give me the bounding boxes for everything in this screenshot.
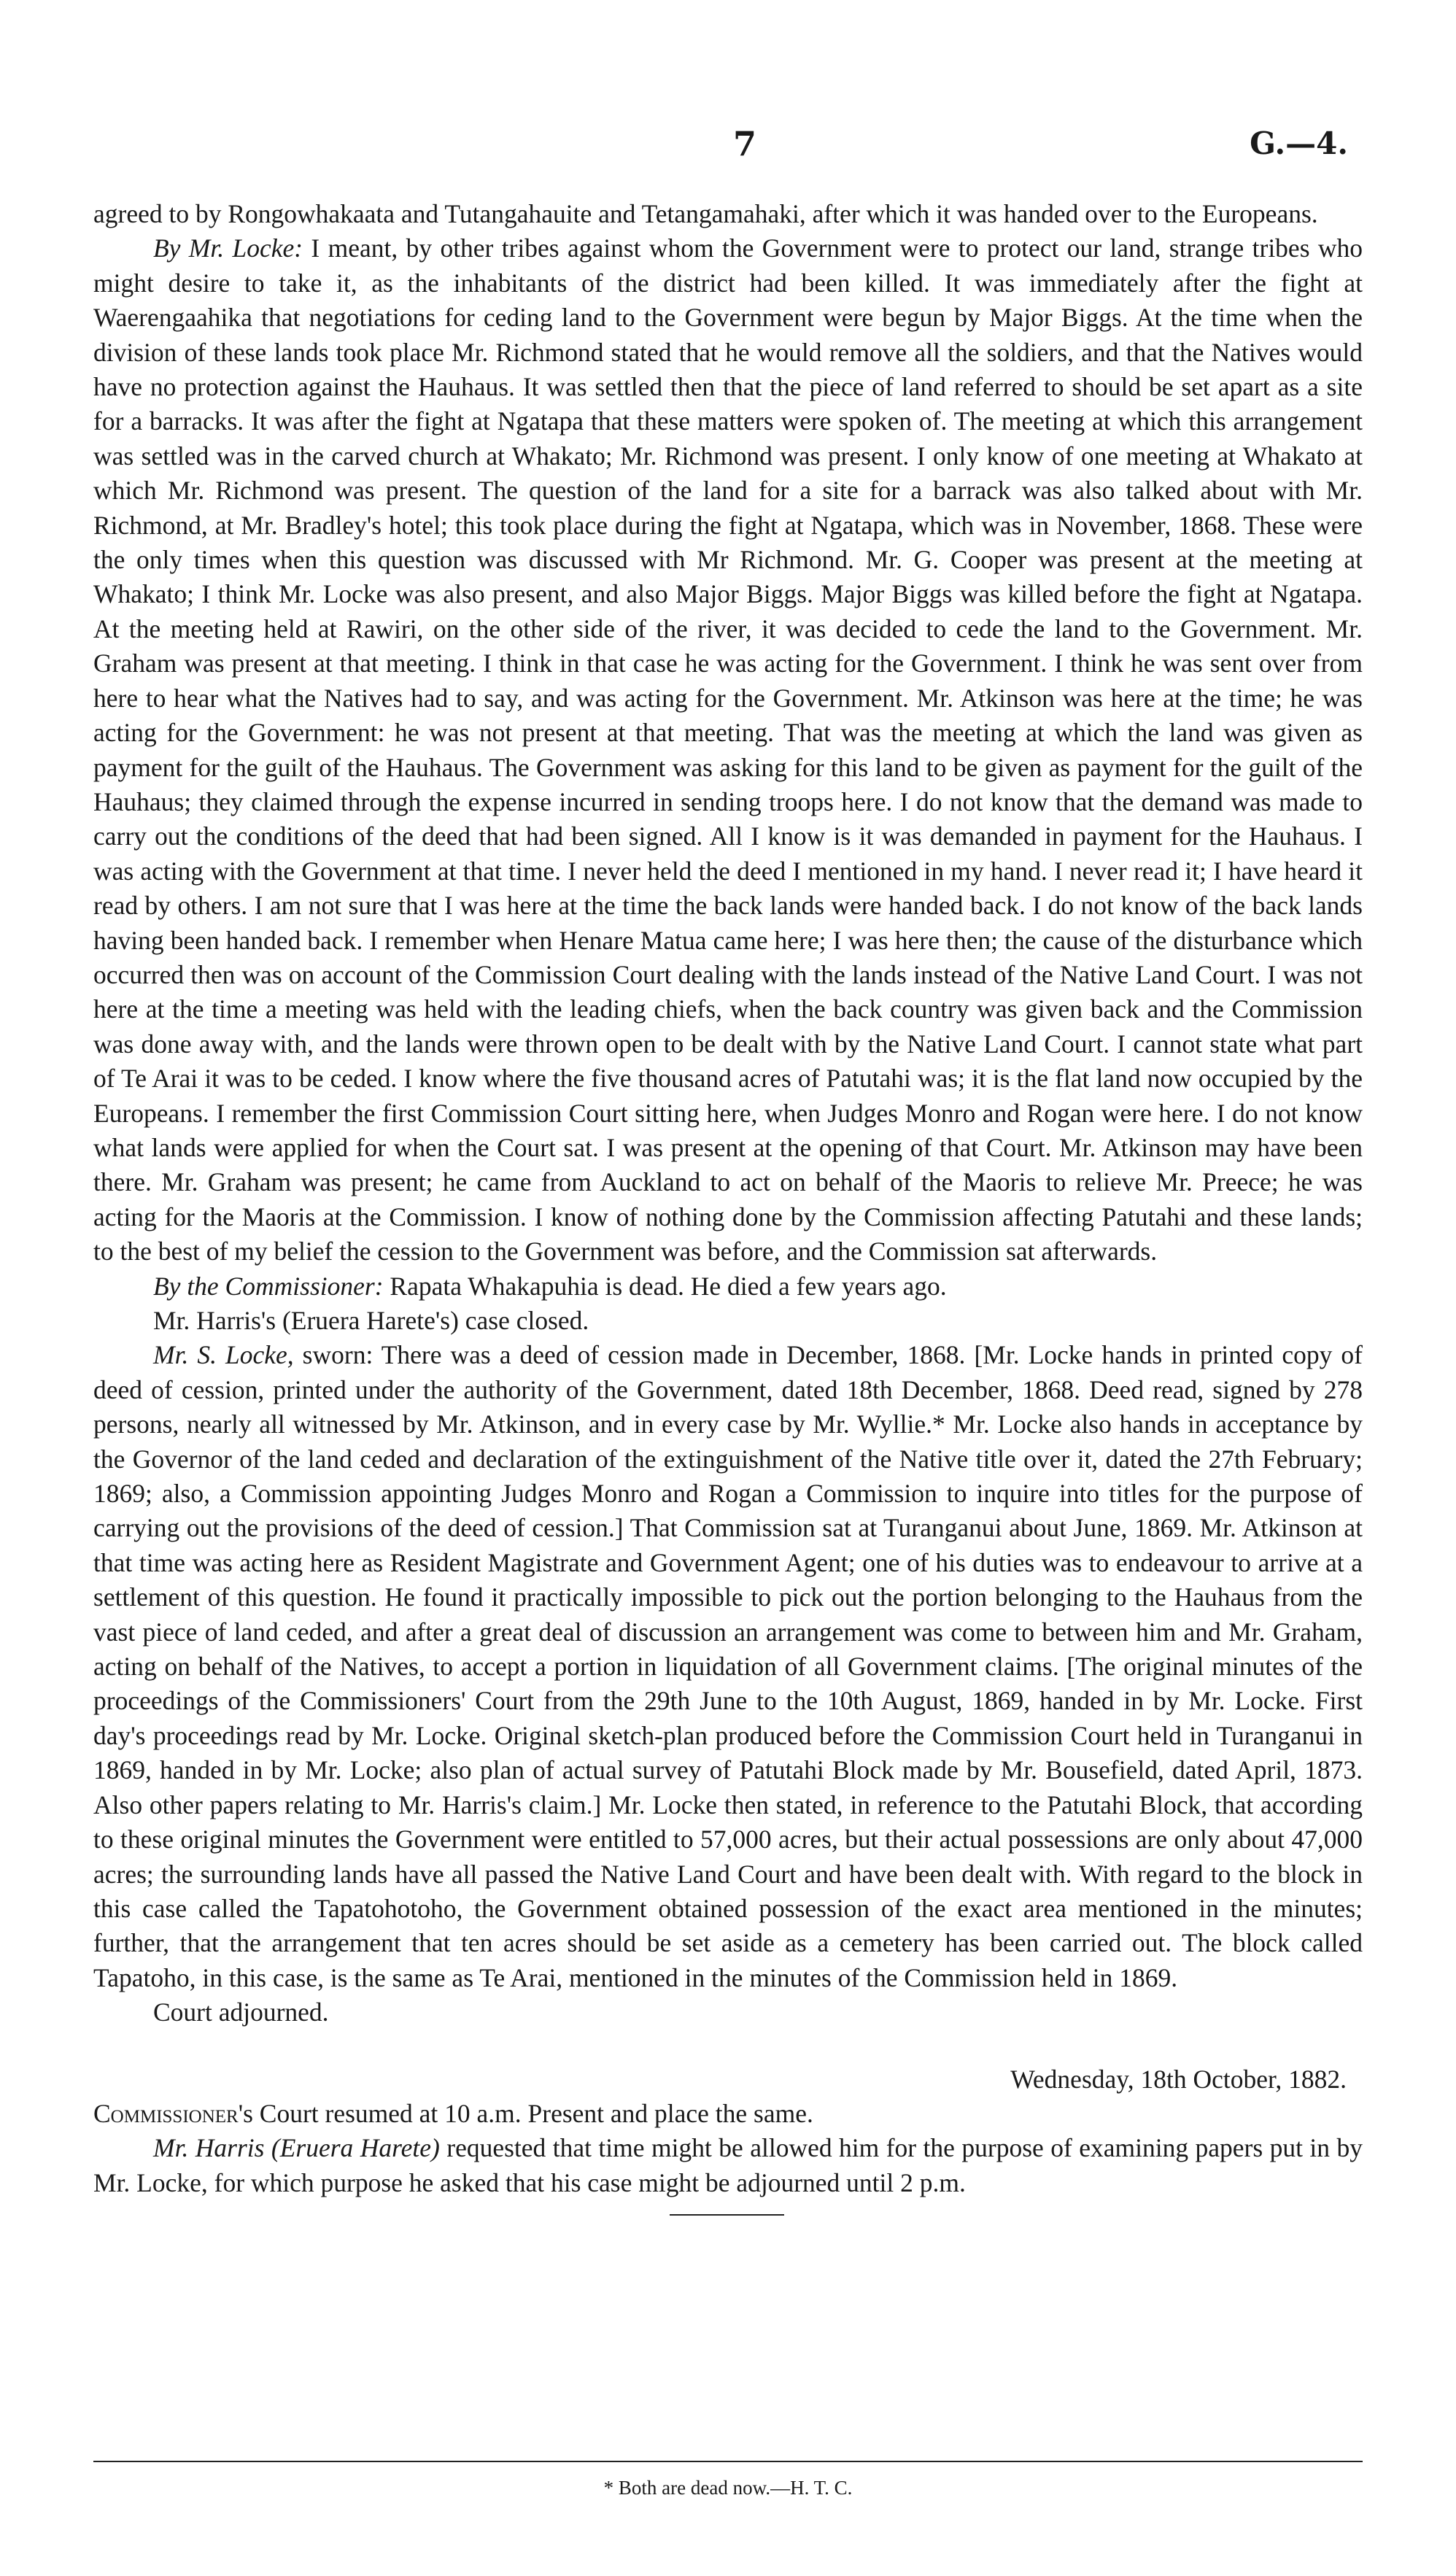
paragraph: agreed to by Rongowhakaata and Tutangahauite and Tetangamahaki, after which it was handed over to the Europeans.: [93, 199, 1318, 228]
document-reference: G.—4.: [1250, 125, 1348, 161]
footnote-rule: [93, 2461, 1363, 2462]
section-separator: [670, 2214, 784, 2216]
footnote: * Both are dead now.—H. T. C.: [603, 2477, 853, 2499]
paragraph: By the Commissioner: Rapata Whakapuhia is dead. He died a few years ago.: [153, 1271, 947, 1301]
speaker-label: By Mr. Locke:: [153, 233, 303, 263]
paragraph: Court adjourned.: [153, 1997, 329, 2027]
speaker-label: Mr. Harris (Eruera Harete): [153, 2133, 440, 2163]
date-heading: Wednesday, 18th October, 1882.: [1010, 2064, 1347, 2094]
paragraph: Mr. Harris's (Eruera Harete's) case closed.: [153, 1306, 589, 1335]
paragraph: Mr. S. Locke, sworn: There was a deed of cession made in December, 1868. [Mr. Locke hands in printed copy of deed of cession, printed under the authority of the Government, dated 18th December, 1868. Deed read, signed by 278 persons, nearly all witnessed by Mr. Atkinson, and in every case by Mr. Wyllie.* Mr. Locke also hands in acceptance by the Governor of the land ceded and declaration of the extinguishment of the Native title over it, dated the 27th February; 1869; also, a Commission appointing Judges Monro and Rogan a Commission to inquire into titles for the purpose of carrying out the provisions of the deed of cession.] That Commission sat at Turanganui about June, 1869. Mr. Atkinson at that time was acting here as Resident Magistrate and Government Agent; one of his duties was to endeavour to arrive at a settlement of this question. He found it practically impossible to pick out the portion belonging to the Hauhaus from the vast piece of land ceded, and after a great deal of discussion an arrangement was come to between him and Mr. Graham, acting on behalf of the Natives, to accept a portion in liquidation of all Government claims. [The original minutes of the proceedings of the Commissioners' Court from the 29th June to the 10th August, 1869, handed in by Mr. Locke. First day's proceedings read by Mr. Locke. Original sketch-plan produced before the Commission Court held in Turanganui in 1869, handed in by Mr. Locke; also plan of actual survey of Patutahi Block made by Mr. Bousefield, dated April, 1873. Also other papers relating to Mr. Harris's claim.] Mr. Locke then stated, in reference to the Patutahi Block, that according to these original minutes the Government were entitled to 57,000 acres, but their actual possessions are only about 47,000 acres; the surrounding lands have all passed the Native Land Court and have been dealt with. With regard to the block in this case called the Tapatohotoho, the Government obtained possession of the exact area mentioned in the minutes; further, that the arrangement that ten acres should be set aside as a cemetery has been carried out. The block called Tapatoho, in this case, is the same as Te Arai, mentioned in the minutes of the Commission held in 1869.: [93, 1340, 1363, 1992]
commissioner-label: Commissioner: [93, 2098, 239, 2128]
speaker-label: Mr. S. Locke,: [153, 1340, 294, 1370]
page-number: 7: [733, 124, 757, 163]
body-text: [93, 197, 1363, 2200]
paragraph: By Mr. Locke: I meant, by other tribes against whom the Government were to protect our land, strange tribes who might desire to take it, as the inhabitants of the district had been killed. It was immediately after the fight at Waerengaahika that negotiations for ceding land to the Government were begun by Major Biggs. At the time when the division of these lands took place Mr. Richmond stated that he would remove all the soldiers, and that the Natives would have no protection against the Hauhaus. It was settled then that the piece of land referred to should be set apart as a site for a barracks. It was after the fight at Ngatapa that these matters were spoken of. The meeting at which this arrangement was settled was in the carved church at Whakato; Mr. Richmond was present. I only know of one meeting at Whakato at which Mr. Richmond was present. The question of the land for a site for a barrack was also talked about with Mr. Richmond, at Mr. Bradley's hotel; this took place during the fight at Ngatapa, which was in November, 1868. These were the only times when this question was discussed with Mr Richmond. Mr. G. Cooper was present at the meeting at Whakato; I think Mr. Locke was also present, and also Major Biggs. Major Biggs was killed before the fight at Ngatapa. At the meeting held at Rawiri, on the other side of the river, it was decided to cede the land to the Government. Mr. Graham was present at that meeting. I think in that case he was acting for the Government. I think he was sent over from here to hear what the Natives had to say, and was acting for the Government. Mr. Atkinson was here at the time; he was acting for the Government: he was not present at that meeting. That was the meeting at which the land was given as payment for the guilt of the Hauhaus. The Government was asking for this land to be given as payment for the guilt of the Hauhaus; they claimed through the expense incurred in sending troops here. I do not know that the demand was made to carry out the conditions of the deed that had been signed. All I know is it was demanded in payment for the Hauhaus. I was acting with the Government at that time. I never held the deed I mentioned in my hand. I never read it; I have heard it read by others. I am not sure that I was here at the time the back lands were handed back. I do not know of the back lands having been handed back. I remember when Henare Matua came here; I was here then; the cause of the disturbance which occurred then was on account of the Commission Court dealing with the lands instead of the Native Land Court. I was not here at the time a meeting was held with the leading chiefs, when the back country was given back and the Commission was done away with, and the lands were thrown open to be dealt with by the Native Land Court. I cannot state what part of Te Arai it was to be ceded. I know where the five thousand acres of Patutahi was; it is the flat land now occupied by the Europeans. I remember the first Commission Court sitting here, when Judges Monro and Rogan were here. I do not know what lands were applied for when the Court sat. I was present at the opening of that Court. Mr. Atkinson may have been there. Mr. Graham was present; he came from Auckland to act on behalf of the Maoris to relieve Mr. Preece; he was acting for the Maoris at the Commission. I know of nothing done by the Commission affecting Patutahi and these lands; to the best of my belief the cession to the Government was before, and the Commission sat afterwards.: [93, 233, 1363, 1266]
speaker-label: By the Commissioner:: [153, 1271, 384, 1301]
paragraph: Mr. Harris (Eruera Harete) requested that time might be allowed him for the purpose of examining papers put in by Mr. Locke, for which purpose he asked that his case might be adjourned until 2 p.m.: [93, 2133, 1363, 2197]
paragraph: Commissioner's Court resumed at 10 a.m. Present and place the same.: [93, 2098, 813, 2128]
